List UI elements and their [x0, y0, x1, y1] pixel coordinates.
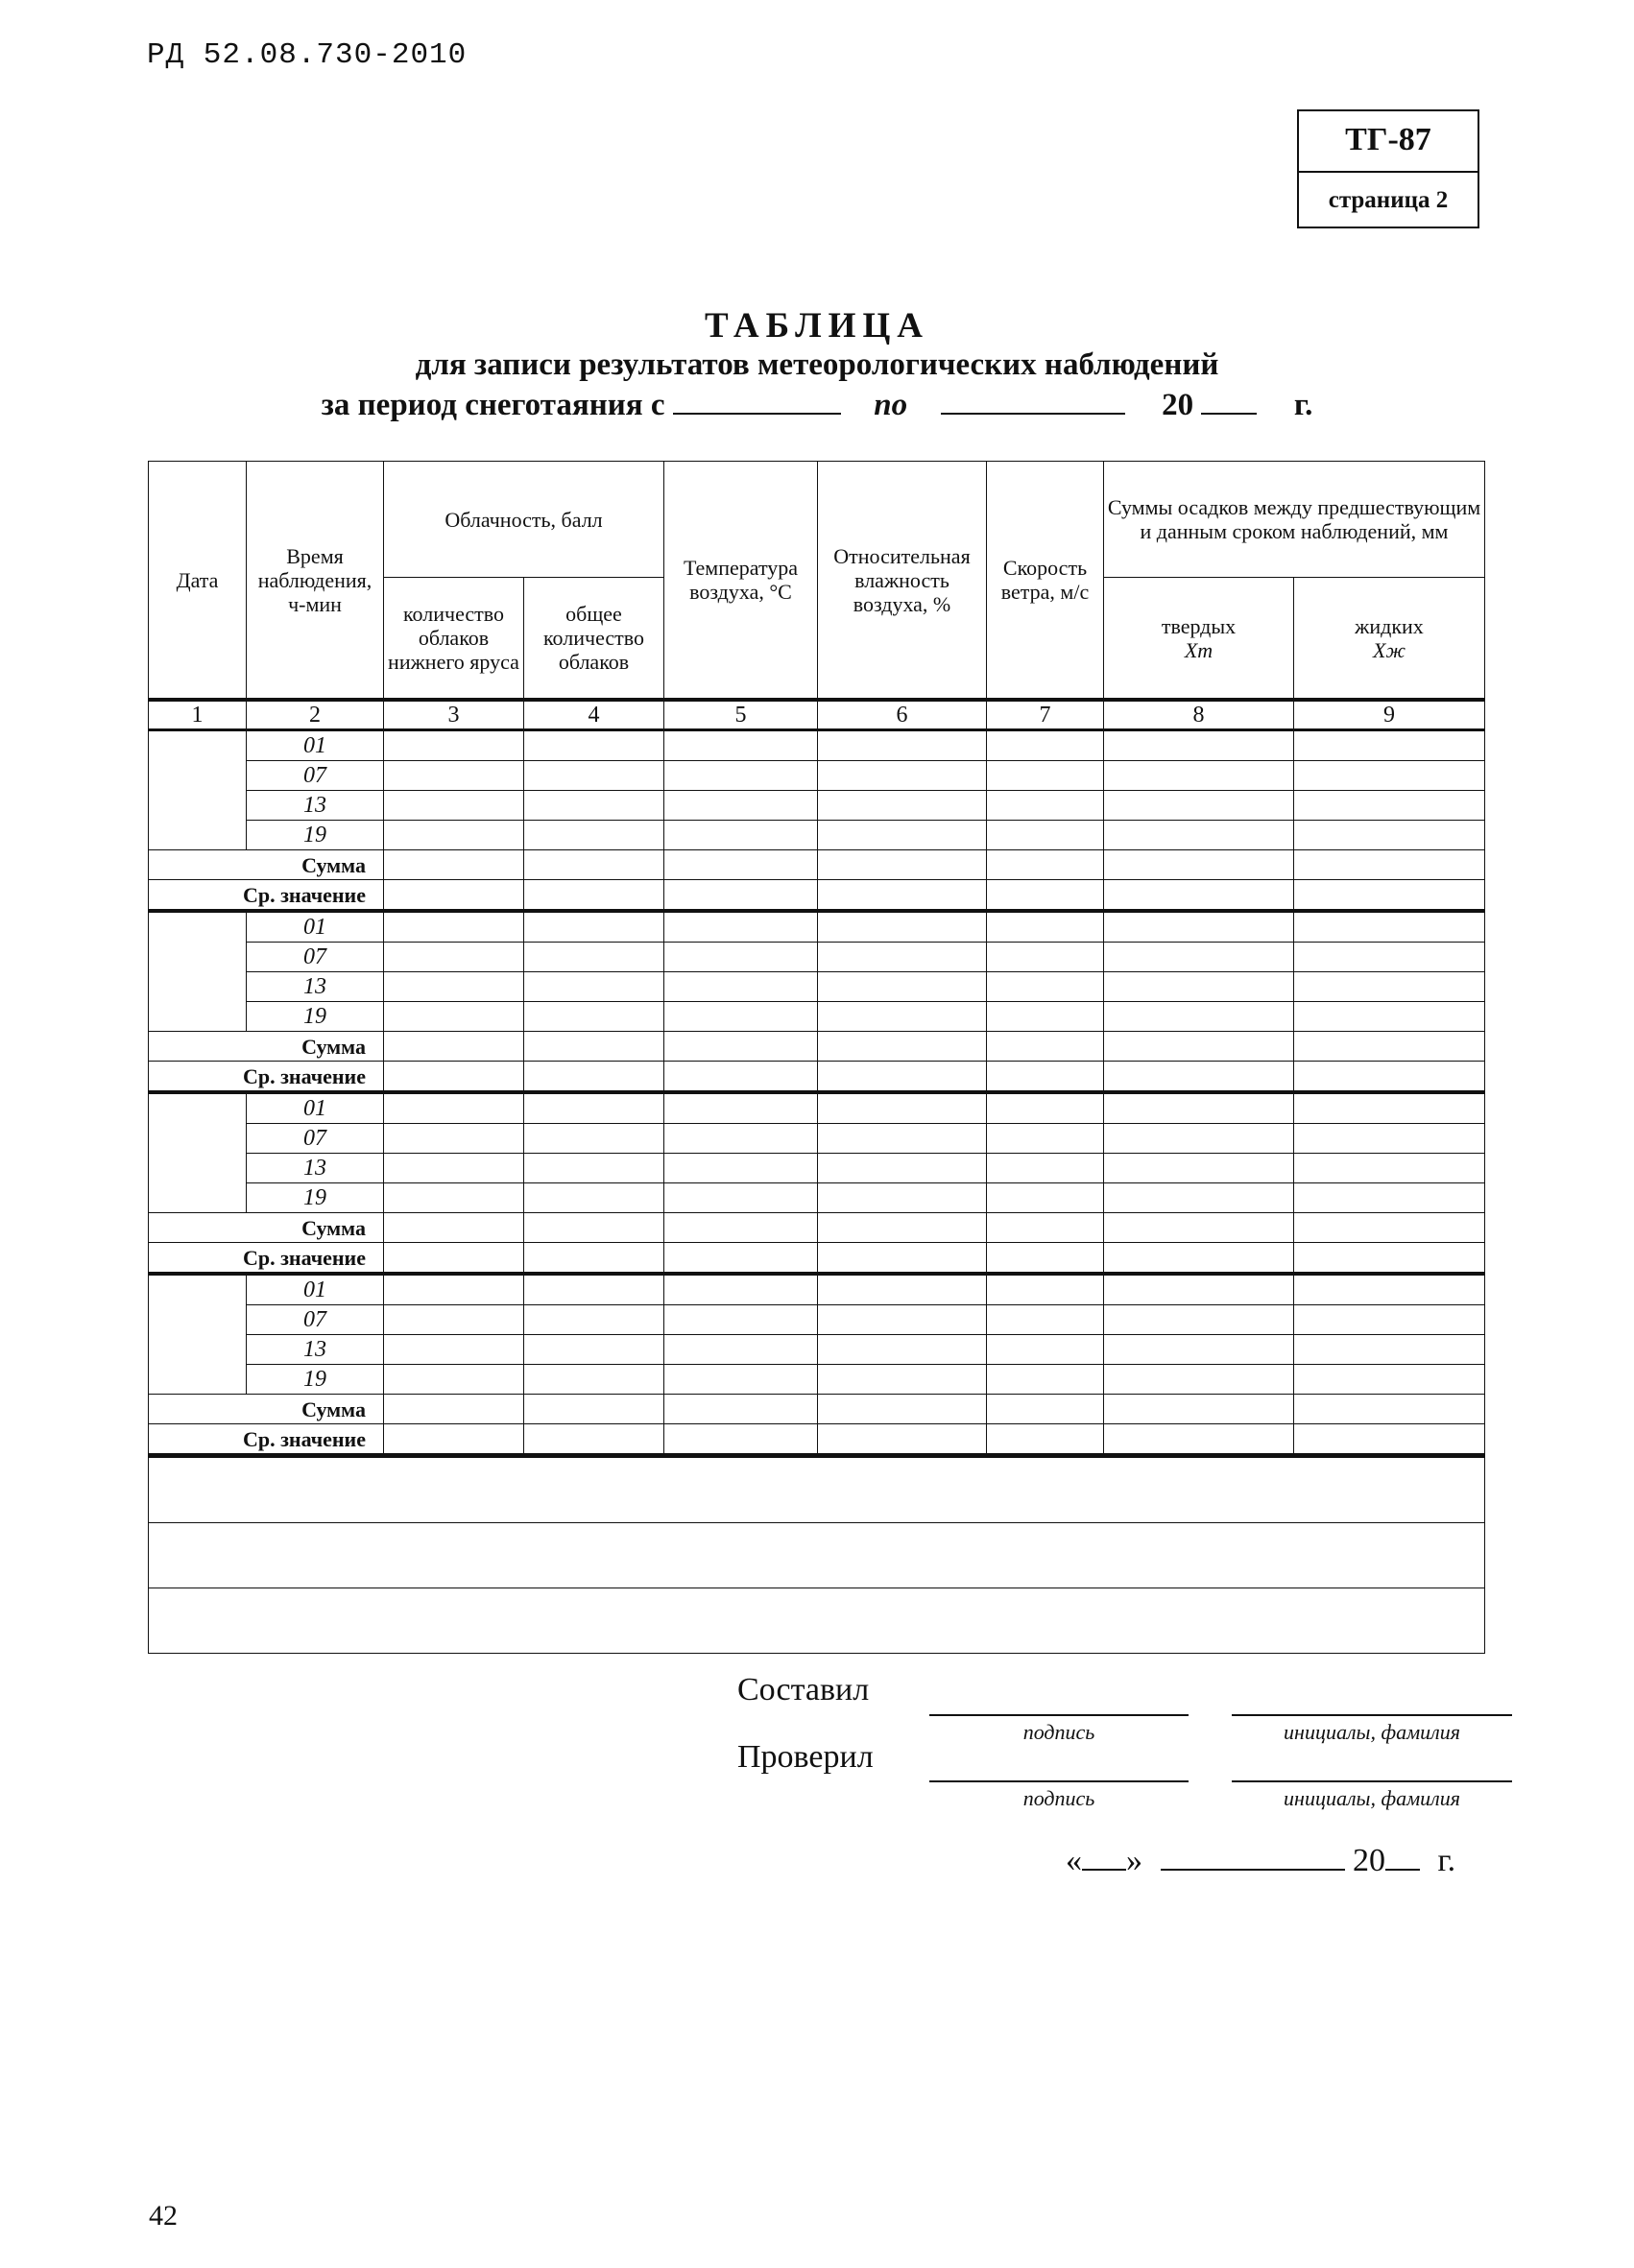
column-number-3: 3 [384, 700, 524, 730]
sum-cell-3[interactable] [664, 1032, 818, 1062]
table-row [149, 972, 1485, 1002]
entry-cell-2[interactable] [524, 1092, 664, 1124]
observation-time: 07 [247, 1305, 384, 1335]
observations-table [148, 461, 1485, 1654]
sum-row [149, 850, 1485, 880]
date-quote-open: « [1066, 1843, 1082, 1878]
entry-cell-3[interactable] [664, 1154, 818, 1183]
form-code-box [1297, 109, 1479, 228]
table-row [149, 1183, 1485, 1213]
entry-cell-1[interactable] [384, 1154, 524, 1183]
entry-cell-2[interactable] [524, 1002, 664, 1032]
entry-cell-3[interactable] [664, 821, 818, 850]
sum-cell-4[interactable] [818, 850, 987, 880]
entry-cell-4[interactable] [818, 1365, 987, 1395]
entry-cell-2[interactable] [524, 972, 664, 1002]
average-cell-5[interactable] [987, 1243, 1104, 1275]
average-cell-6[interactable] [1104, 1424, 1294, 1456]
observation-time: 19 [247, 821, 384, 850]
precip-solid-label: твердых [1161, 613, 1237, 638]
entry-cell-6[interactable] [1104, 1124, 1294, 1154]
average-row-label: Ср. значение [149, 1062, 384, 1093]
average-cell-3[interactable] [664, 880, 818, 912]
entry-cell-7[interactable] [1294, 1183, 1485, 1213]
notes-field[interactable] [149, 1456, 1485, 1523]
entry-cell-7[interactable] [1294, 1305, 1485, 1335]
entry-cell-6[interactable] [1104, 791, 1294, 821]
entry-cell-3[interactable] [664, 791, 818, 821]
column-number-row [149, 700, 1485, 730]
entry-cell-6[interactable] [1104, 1154, 1294, 1183]
entry-cell-6[interactable] [1104, 1092, 1294, 1124]
column-number-9: 9 [1294, 700, 1485, 730]
entry-cell-6[interactable] [1104, 821, 1294, 850]
entry-cell-7[interactable] [1294, 972, 1485, 1002]
observation-time: 07 [247, 943, 384, 972]
sum-row-label: Сумма [149, 850, 384, 880]
average-cell-6[interactable] [1104, 1243, 1294, 1275]
entry-cell-4[interactable] [818, 1124, 987, 1154]
table-row [149, 1154, 1485, 1183]
entry-cell-7[interactable] [1294, 911, 1485, 943]
sum-cell-3[interactable] [664, 1395, 818, 1424]
observation-time: 19 [247, 1002, 384, 1032]
period-year-suffix: г. [1293, 388, 1313, 422]
date-month-field[interactable] [1161, 1840, 1345, 1871]
entry-cell-7[interactable] [1294, 1002, 1485, 1032]
sum-cell-6[interactable] [1104, 1032, 1294, 1062]
entry-cell-2[interactable] [524, 1305, 664, 1335]
entry-cell-4[interactable] [818, 1092, 987, 1124]
observation-time: 13 [247, 791, 384, 821]
average-cell-1[interactable] [384, 1424, 524, 1456]
entry-cell-5[interactable] [987, 943, 1104, 972]
entry-cell-2[interactable] [524, 1274, 664, 1305]
column-number-7: 7 [987, 700, 1104, 730]
period-end-field[interactable] [941, 384, 1125, 415]
entry-cell-1[interactable] [384, 761, 524, 791]
entry-cell-4[interactable] [818, 1335, 987, 1365]
header-cloud-total: общее количество облаков [524, 578, 664, 701]
column-number-4: 4 [524, 700, 664, 730]
date-cell[interactable] [149, 911, 247, 1032]
entry-cell-6[interactable] [1104, 1002, 1294, 1032]
sum-cell-4[interactable] [818, 1395, 987, 1424]
average-cell-2[interactable] [524, 1243, 664, 1275]
date-cell[interactable] [149, 730, 247, 850]
column-number-2: 2 [247, 700, 384, 730]
header-time: Время наблюдения, ч-мин [247, 462, 384, 701]
entry-cell-5[interactable] [987, 821, 1104, 850]
period-prefix: за период снеготаяния с [321, 388, 665, 422]
entry-cell-2[interactable] [524, 1124, 664, 1154]
entry-cell-2[interactable] [524, 1154, 664, 1183]
compiled-name-caption: инициалы, фамилия [1284, 1720, 1460, 1744]
compiled-by-label: Составил [737, 1672, 870, 1707]
entry-cell-6[interactable] [1104, 911, 1294, 943]
entry-cell-6[interactable] [1104, 1183, 1294, 1213]
average-row [149, 1424, 1485, 1456]
table-row [149, 821, 1485, 850]
sum-row [149, 1032, 1485, 1062]
average-cell-4[interactable] [818, 880, 987, 912]
average-cell-3[interactable] [664, 1424, 818, 1456]
entry-cell-2[interactable] [524, 1335, 664, 1365]
entry-cell-3[interactable] [664, 1092, 818, 1124]
entry-cell-3[interactable] [664, 761, 818, 791]
date-quote-close: » [1126, 1843, 1142, 1878]
average-cell-1[interactable] [384, 880, 524, 912]
entry-cell-5[interactable] [987, 1124, 1104, 1154]
notes-field[interactable] [149, 1588, 1485, 1654]
entry-cell-4[interactable] [818, 821, 987, 850]
entry-cell-4[interactable] [818, 1274, 987, 1305]
entry-cell-4[interactable] [818, 1154, 987, 1183]
sum-cell-4[interactable] [818, 1213, 987, 1243]
entry-cell-1[interactable] [384, 911, 524, 943]
observation-time: 19 [247, 1183, 384, 1213]
entry-cell-5[interactable] [987, 1335, 1104, 1365]
entry-cell-6[interactable] [1104, 1365, 1294, 1395]
observation-time: 19 [247, 1365, 384, 1395]
period-year-prefix: 20 [1162, 388, 1194, 422]
date-year-suffix: г. [1437, 1843, 1456, 1878]
entry-cell-5[interactable] [987, 1154, 1104, 1183]
sum-cell-1[interactable] [384, 1213, 524, 1243]
header-temperature: Температура воздуха, °С [664, 462, 818, 701]
date-year-prefix: 20 [1353, 1843, 1385, 1878]
entry-cell-5[interactable] [987, 1274, 1104, 1305]
document-code: РД 52.08.730-2010 [147, 38, 468, 72]
observation-time: 13 [247, 972, 384, 1002]
table-row [149, 1124, 1485, 1154]
entry-cell-6[interactable] [1104, 1335, 1294, 1365]
table-row [149, 730, 1485, 761]
table-row [149, 1305, 1485, 1335]
sum-cell-4[interactable] [818, 1032, 987, 1062]
page-number: 42 [149, 2200, 178, 2232]
precip-liquid-symbol: Xж [1373, 637, 1406, 662]
sum-row-label: Сумма [149, 1395, 384, 1424]
sum-cell-1[interactable] [384, 1395, 524, 1424]
entry-cell-4[interactable] [818, 761, 987, 791]
average-cell-4[interactable] [818, 1062, 987, 1093]
entry-cell-4[interactable] [818, 1183, 987, 1213]
entry-cell-1[interactable] [384, 1274, 524, 1305]
entry-cell-3[interactable] [664, 972, 818, 1002]
average-cell-2[interactable] [524, 1424, 664, 1456]
entry-cell-7[interactable] [1294, 1365, 1485, 1395]
observation-time: 01 [247, 1092, 384, 1124]
sum-cell-1[interactable] [384, 1032, 524, 1062]
entry-cell-2[interactable] [524, 791, 664, 821]
checked-signature-field[interactable] [929, 1780, 1189, 1782]
table-row [149, 1092, 1485, 1124]
entry-cell-6[interactable] [1104, 943, 1294, 972]
entry-cell-6[interactable] [1104, 730, 1294, 761]
compiled-signature-field[interactable] [929, 1714, 1189, 1716]
table-row [149, 761, 1485, 791]
entry-cell-5[interactable] [987, 791, 1104, 821]
table-row [149, 1335, 1485, 1365]
sum-row-label: Сумма [149, 1032, 384, 1062]
entry-cell-4[interactable] [818, 943, 987, 972]
table-row [149, 943, 1485, 972]
entry-cell-7[interactable] [1294, 1335, 1485, 1365]
entry-cell-2[interactable] [524, 943, 664, 972]
checked-by-label: Проверил [737, 1739, 874, 1775]
entry-cell-1[interactable] [384, 1183, 524, 1213]
header-precipitation: Суммы осадков между предшествующим и данным сроком наблюдений, мм [1104, 462, 1485, 578]
observation-time: 01 [247, 1274, 384, 1305]
entry-cell-3[interactable] [664, 1002, 818, 1032]
entry-cell-6[interactable] [1104, 972, 1294, 1002]
page-subtitle: для записи результатов метеорологических наблюдений [415, 347, 1219, 382]
average-cell-7[interactable] [1294, 1062, 1485, 1093]
entry-cell-1[interactable] [384, 1305, 524, 1335]
entry-cell-7[interactable] [1294, 1274, 1485, 1305]
observation-time: 01 [247, 730, 384, 761]
average-cell-5[interactable] [987, 1424, 1104, 1456]
entry-cell-1[interactable] [384, 972, 524, 1002]
header-date: Дата [149, 462, 247, 701]
sum-cell-7[interactable] [1294, 1213, 1485, 1243]
column-number-6: 6 [818, 700, 987, 730]
entry-cell-1[interactable] [384, 730, 524, 761]
checked-name-field[interactable] [1232, 1780, 1512, 1782]
compiled-name-field[interactable] [1232, 1714, 1512, 1716]
observation-time: 13 [247, 1154, 384, 1183]
sum-cell-6[interactable] [1104, 1395, 1294, 1424]
average-row [149, 1062, 1485, 1093]
column-number-5: 5 [664, 700, 818, 730]
header-cloud-low: количество облаков нижнего яруса [384, 578, 524, 701]
average-cell-2[interactable] [524, 1062, 664, 1093]
entry-cell-1[interactable] [384, 1092, 524, 1124]
entry-cell-4[interactable] [818, 911, 987, 943]
compiled-signature-caption: подпись [1022, 1720, 1095, 1744]
header-humidity: Относительная влажность воздуха, % [818, 462, 987, 701]
header-wind-speed: Скорость ветра, м/с [987, 462, 1104, 701]
entry-cell-5[interactable] [987, 761, 1104, 791]
notes-row [149, 1588, 1485, 1654]
sum-cell-6[interactable] [1104, 850, 1294, 880]
entry-cell-5[interactable] [987, 1365, 1104, 1395]
entry-cell-1[interactable] [384, 821, 524, 850]
notes-row [149, 1456, 1485, 1523]
entry-cell-2[interactable] [524, 730, 664, 761]
sum-row-label: Сумма [149, 1213, 384, 1243]
entry-cell-3[interactable] [664, 1183, 818, 1213]
average-cell-6[interactable] [1104, 880, 1294, 912]
date-cell[interactable] [149, 1092, 247, 1213]
entry-cell-5[interactable] [987, 730, 1104, 761]
entry-cell-1[interactable] [384, 1365, 524, 1395]
date-line [1066, 1840, 1455, 1879]
sum-cell-3[interactable] [664, 850, 818, 880]
entry-cell-7[interactable] [1294, 943, 1485, 972]
period-year-field[interactable] [1201, 384, 1257, 415]
average-cell-7[interactable] [1294, 880, 1485, 912]
average-cell-4[interactable] [818, 1424, 987, 1456]
entry-cell-7[interactable] [1294, 1092, 1485, 1124]
checked-name-caption: инициалы, фамилия [1284, 1786, 1460, 1810]
entry-cell-3[interactable] [664, 1124, 818, 1154]
table-row [149, 1365, 1485, 1395]
entry-cell-4[interactable] [818, 1002, 987, 1032]
average-cell-1[interactable] [384, 1062, 524, 1093]
entry-cell-3[interactable] [664, 911, 818, 943]
sum-cell-2[interactable] [524, 1032, 664, 1062]
entry-cell-5[interactable] [987, 1002, 1104, 1032]
entry-cell-2[interactable] [524, 821, 664, 850]
entry-cell-5[interactable] [987, 1305, 1104, 1335]
date-day-field[interactable] [1082, 1840, 1126, 1871]
entry-cell-5[interactable] [987, 911, 1104, 943]
entry-cell-4[interactable] [818, 972, 987, 1002]
table-row [149, 1274, 1485, 1305]
entry-cell-3[interactable] [664, 943, 818, 972]
average-cell-5[interactable] [987, 1062, 1104, 1093]
sum-cell-2[interactable] [524, 850, 664, 880]
observation-time: 07 [247, 761, 384, 791]
page-title: ТАБЛИЦА [705, 306, 929, 346]
average-row-label: Ср. значение [149, 1424, 384, 1456]
entry-cell-7[interactable] [1294, 1154, 1485, 1183]
date-year-field[interactable] [1385, 1840, 1420, 1871]
entry-cell-5[interactable] [987, 972, 1104, 1002]
precip-liquid-label: жидких [1355, 613, 1424, 638]
header-precip-solid [1104, 578, 1294, 701]
entry-cell-1[interactable] [384, 943, 524, 972]
sum-row [149, 1213, 1485, 1243]
checked-signature-caption: подпись [1022, 1786, 1095, 1810]
column-number-8: 8 [1104, 700, 1294, 730]
notes-row [149, 1523, 1485, 1588]
sum-cell-7[interactable] [1294, 850, 1485, 880]
sum-row [149, 1395, 1485, 1424]
entry-cell-3[interactable] [664, 730, 818, 761]
sum-cell-5[interactable] [987, 850, 1104, 880]
sum-cell-6[interactable] [1104, 1213, 1294, 1243]
period-po-label: по [874, 388, 908, 422]
entry-cell-7[interactable] [1294, 1124, 1485, 1154]
average-cell-7[interactable] [1294, 1424, 1485, 1456]
sum-cell-5[interactable] [987, 1213, 1104, 1243]
sum-cell-2[interactable] [524, 1213, 664, 1243]
average-cell-2[interactable] [524, 880, 664, 912]
average-row [149, 880, 1485, 912]
sum-cell-3[interactable] [664, 1213, 818, 1243]
entry-cell-7[interactable] [1294, 791, 1485, 821]
date-cell[interactable] [149, 1274, 247, 1395]
observation-time: 01 [247, 911, 384, 943]
sum-cell-5[interactable] [987, 1395, 1104, 1424]
entry-cell-3[interactable] [664, 1274, 818, 1305]
entry-cell-1[interactable] [384, 1335, 524, 1365]
entry-cell-4[interactable] [818, 730, 987, 761]
average-cell-5[interactable] [987, 880, 1104, 912]
sum-cell-5[interactable] [987, 1032, 1104, 1062]
average-row-label: Ср. значение [149, 1243, 384, 1275]
form-code: ТГ-87 [1299, 111, 1478, 173]
average-row-label: Ср. значение [149, 880, 384, 912]
form-page-label: страница 2 [1328, 187, 1449, 213]
column-number-1: 1 [149, 700, 247, 730]
entry-cell-1[interactable] [384, 791, 524, 821]
entry-cell-4[interactable] [818, 791, 987, 821]
sum-cell-7[interactable] [1294, 1395, 1485, 1424]
observation-time: 13 [247, 1335, 384, 1365]
period-start-field[interactable] [673, 384, 841, 415]
table-row [149, 911, 1485, 943]
entry-cell-3[interactable] [664, 1335, 818, 1365]
table-row [149, 1002, 1485, 1032]
entry-cell-6[interactable] [1104, 761, 1294, 791]
entry-cell-2[interactable] [524, 1183, 664, 1213]
average-cell-7[interactable] [1294, 1243, 1485, 1275]
average-cell-4[interactable] [818, 1243, 987, 1275]
header-precip-liquid [1294, 578, 1485, 701]
precip-solid-symbol: Xт [1184, 637, 1213, 662]
entry-cell-2[interactable] [524, 761, 664, 791]
entry-cell-3[interactable] [664, 1305, 818, 1335]
entry-cell-3[interactable] [664, 1365, 818, 1395]
sum-cell-7[interactable] [1294, 1032, 1485, 1062]
entry-cell-5[interactable] [987, 1183, 1104, 1213]
entry-cell-1[interactable] [384, 1124, 524, 1154]
average-row [149, 1243, 1485, 1275]
entry-cell-2[interactable] [524, 1365, 664, 1395]
entry-cell-7[interactable] [1294, 761, 1485, 791]
average-cell-3[interactable] [664, 1062, 818, 1093]
average-cell-3[interactable] [664, 1243, 818, 1275]
entry-cell-7[interactable] [1294, 821, 1485, 850]
sum-cell-2[interactable] [524, 1395, 664, 1424]
average-cell-6[interactable] [1104, 1062, 1294, 1093]
entry-cell-4[interactable] [818, 1305, 987, 1335]
observation-time: 07 [247, 1124, 384, 1154]
entry-cell-6[interactable] [1104, 1305, 1294, 1335]
entry-cell-7[interactable] [1294, 730, 1485, 761]
sum-cell-1[interactable] [384, 850, 524, 880]
period-line [0, 384, 1634, 423]
entry-cell-6[interactable] [1104, 1274, 1294, 1305]
notes-field[interactable] [149, 1523, 1485, 1588]
average-cell-1[interactable] [384, 1243, 524, 1275]
entry-cell-2[interactable] [524, 911, 664, 943]
entry-cell-1[interactable] [384, 1002, 524, 1032]
entry-cell-5[interactable] [987, 1092, 1104, 1124]
table-row [149, 791, 1485, 821]
header-cloudiness: Облачность, балл [384, 462, 664, 578]
